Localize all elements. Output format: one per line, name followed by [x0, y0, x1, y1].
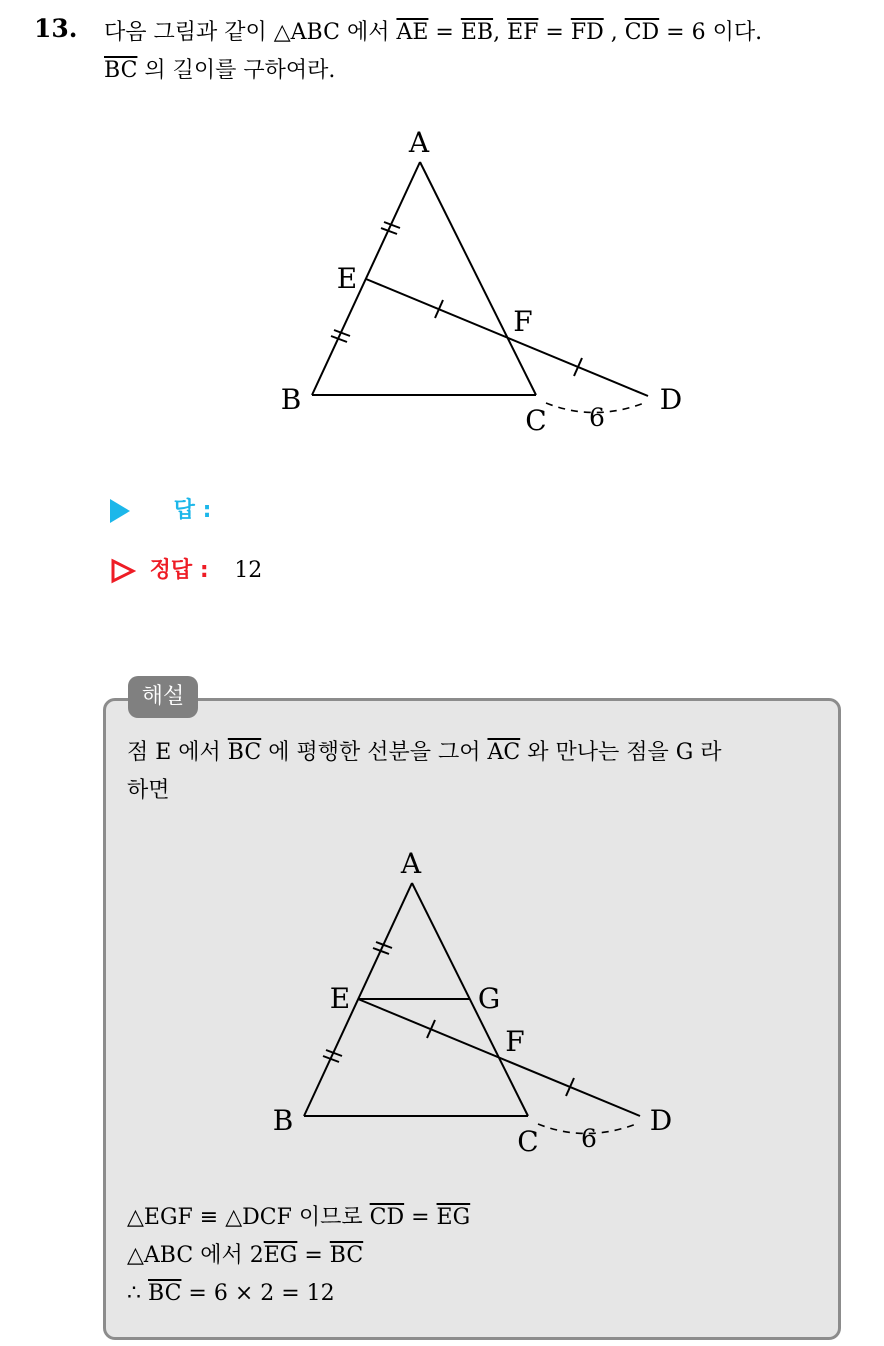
label-c: C: [525, 404, 547, 437]
solution-step-2: [127, 1237, 827, 1275]
label-f: F: [513, 305, 533, 338]
correct-answer-value: 12: [234, 558, 263, 583]
triangle-figure: [0, 0, 884, 470]
segment-bc: $\overline{BC}$: [148, 1281, 182, 1306]
equals: =: [297, 1243, 330, 1268]
segment-cd: $\overline{CD}$: [624, 20, 660, 45]
label-f: F: [505, 1025, 525, 1058]
segment-ef: $\overline{EF}$: [507, 20, 539, 45]
label-a: A: [408, 126, 430, 159]
segment-bc: $\overline{BC}$: [329, 1243, 364, 1268]
segment-ac: $\overline{AC}$: [487, 740, 521, 765]
therefore-symbol: ∴: [127, 1281, 148, 1306]
label-e: E: [336, 262, 358, 295]
side-ab: [312, 162, 420, 395]
solution-step-1: [127, 1199, 827, 1237]
segment-bc: $\overline{BC}$: [227, 740, 262, 765]
label-b: B: [280, 383, 302, 416]
question-line1-start: 다음 그림과 같이 △ABC 에서: [104, 20, 397, 45]
equals: =: [404, 1205, 437, 1230]
correct-answer-label: 정답 :: [149, 558, 209, 583]
label-e: E: [329, 982, 351, 1015]
question-number: 13.: [34, 14, 78, 43]
segment-eb: $\overline{EB}$: [460, 20, 494, 45]
outline-triangle-icon: [110, 558, 136, 584]
label-d: D: [649, 1104, 673, 1137]
filled-triangle-icon: [110, 499, 130, 523]
solution-intro: [127, 734, 827, 810]
label-b: B: [272, 1104, 294, 1137]
segment-fd: $\overline{FD}$: [570, 20, 604, 45]
solution-step-3: [127, 1275, 827, 1313]
question-line2: 의 길이를 구하여라.: [137, 58, 336, 83]
segment-bc: $\overline{BC}$: [104, 58, 138, 83]
segment-eg: $\overline{EG}$: [436, 1205, 471, 1230]
label-g: G: [477, 982, 501, 1015]
solution-figure: [0, 840, 884, 1170]
answer-label: 답 :: [173, 498, 212, 523]
solution-text: = 6 × 2 = 12: [181, 1281, 335, 1306]
label-d: D: [659, 383, 683, 416]
segment-ae: $\overline{AE}$: [396, 20, 429, 45]
solution-text: 점 E 에서: [127, 740, 228, 765]
comma: ,: [493, 20, 508, 45]
segment-eg: $\overline{EG}$: [263, 1243, 298, 1268]
label-a: A: [400, 847, 422, 880]
side-ac: [420, 162, 536, 395]
solution-text: △EGF ≡ △DCF 이므로: [127, 1205, 370, 1230]
label-cd-length: 6: [581, 1124, 597, 1153]
solution-text: 와 만나는 점을 G 라: [520, 740, 722, 765]
solution-text: △ABC 에서 2: [127, 1243, 264, 1268]
correct-answer-row: [110, 553, 262, 584]
solution-tag: 해설: [128, 676, 198, 718]
segment-cd: $\overline{CD}$: [369, 1205, 405, 1230]
answer-row: [110, 493, 211, 524]
equals: =: [538, 20, 571, 45]
segment-ed: [366, 279, 648, 396]
label-cd-length: 6: [589, 403, 605, 432]
solution-steps: [127, 1199, 827, 1313]
question-line1-end: = 6 이다.: [659, 20, 763, 45]
segment-ed: [358, 999, 640, 1116]
solution-text: 에 평행한 선분을 그어: [261, 740, 488, 765]
label-c: C: [517, 1125, 539, 1158]
comma: ,: [603, 20, 625, 45]
equals: =: [428, 20, 461, 45]
solution-text: 하면: [127, 778, 170, 803]
